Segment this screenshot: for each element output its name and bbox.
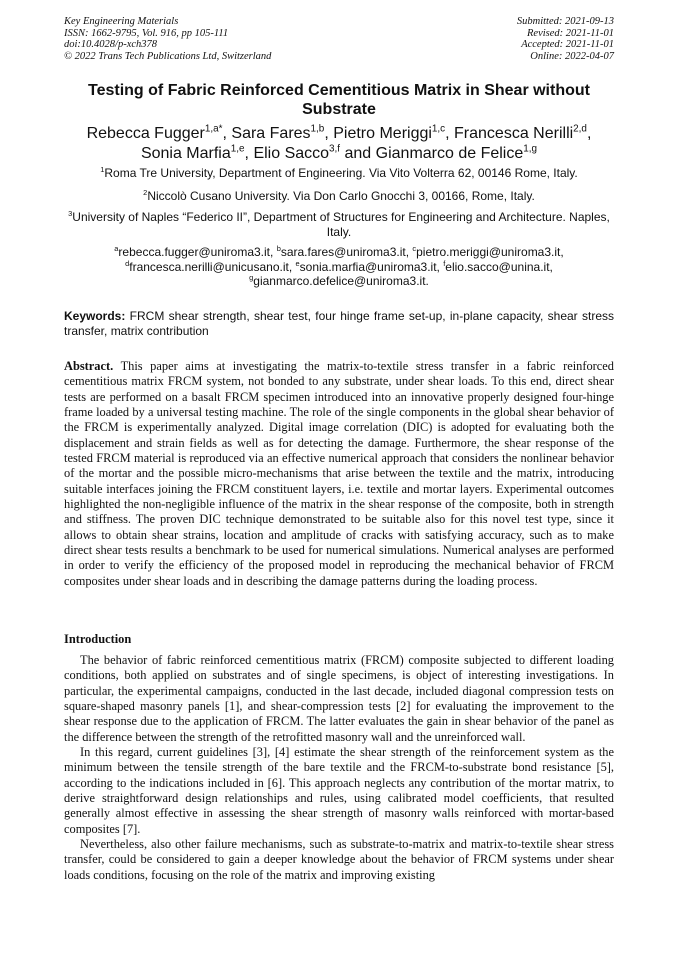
paragraph: Nevertheless, also other failure mechanisms, such as substrate-to-matrix and matrix-to-textile shear stress transfer, could be considered to gain a deeper knowledge about the behavior of FRCM systems under shear loads conditions, focusing on the role of the matrix and improving existing (64, 837, 614, 882)
journal-info (64, 16, 271, 62)
publication-dates (517, 16, 614, 62)
paragraph: The behavior of fabric reinforced cementitious matrix (FRCM) composite subjected to different loading conditions, both applied on substrates and of single specimens, is object of interesting investigations. In particular, the experimental campaigns, conducted in the last decade, included diagonal compression tests on square-shaped masonry panels [1], and shear-compression tests [2] for evaluating the improvement to the shear response due to the application of FRCM. The latter evaluates the gain in shear behavior of the panel as the difference between the strength of the retrofitted masonry wall and the unreinforced wall. (64, 653, 614, 744)
abstract-label: Abstract. (64, 359, 114, 373)
author: Elio Sacco$^{3,f}$ and (253, 143, 376, 162)
affiliation-2: $^2$Niccolò Cusano University. Via Don Carlo Gnocchi 3, 00166, Rome, Italy. (143, 188, 535, 203)
email-link[interactable]: $^f$elio.sacco@unina.it (443, 258, 550, 274)
journal-issn: ISSN: 1662-9795, Vol. 916, pp 105-111 (64, 27, 229, 39)
email-link[interactable]: $^d$francesca.nerilli@unicusano.it (125, 258, 289, 274)
author: Francesca Nerilli$^{2,d}$, (454, 123, 592, 142)
paper-title: Testing of Fabric Reinforced Cementitious Matrix in Shear without Substrate (88, 82, 590, 118)
keywords-text: FRCM shear strength, shear test, four hinge frame set-up, in-plane capacity, shear stress transfer, matrix contribution (64, 309, 614, 338)
introduction-body (64, 653, 614, 883)
abstract (64, 359, 614, 589)
author: Pietro Meriggi$^{1,c}$, (333, 123, 455, 142)
date-revised: Revised: 2021-11-01 (527, 27, 614, 39)
author: Rebecca Fugger$^{1,a*}$, (86, 123, 232, 142)
email-list: $^a$rebecca.fugger@uniroma3.it, $^b$sara.fares@uniroma3.it, $^c$pietro.meriggi@uniroma3.it, $^d$francesca.nerilli@unicusano.it, $^e$sonia.marfia@uniroma3.it, $^f$elio.sacco@unina.it, $^g$gianmarco.defelice@uniroma3.it. (114, 244, 564, 288)
affiliation-3: $^3$University of Naples “Federico II”, Department of Structures for Engineering and Architecture. Naples, Italy. (68, 209, 610, 239)
author: Gianmarco de Felice$^{1,g}$ (375, 143, 538, 162)
author: Sonia Marfia$^{1,e}$, (140, 143, 254, 162)
email-link[interactable]: $^g$gianmarco.defelice@uniroma3.it. (249, 273, 429, 288)
email-link[interactable]: $^a$rebecca.fugger@uniroma3.it (114, 244, 271, 259)
email-link[interactable]: $^b$sara.fares@uniroma3.it (276, 244, 406, 259)
keywords-label: Keywords: (64, 309, 126, 323)
date-accepted: Accepted: 2021-11-01 (521, 39, 614, 51)
date-online: Online: 2022-04-07 (530, 50, 614, 62)
journal-name: Key Engineering Materials (64, 16, 179, 27)
email-link[interactable]: $^c$pietro.meriggi@uniroma3.it (412, 244, 561, 259)
abstract-text: This paper aims at investigating the matrix-to-textile stress transfer in a fabric reinforced cementitious matrix FRCM system, not bonded to any substrate, under shear loads. To this end, direct shear tests are performed on a basalt FRCM specimen introduced into an innovative properly designed four-hinge frame loaded by a universal testing machine. The role of the single components in the global shear behavior of the FRCM is experimentally analyzed. Digital image correlation (DIC) is adopted for evaluating both the displacement and strain fields as well as for detecting the damage. Furthermore, the shear response of the tested FRCM material is reproduced via an effective numerical approach that considers the nonlinear behavior of the mortar and the possible micro-mechanisms that arise between the textile and the matrix, introducing suitable interfaces joining the FRCM constituent layers, i.e. textile and mortar layers. Experimental outcomes highlighted the non-negligible influence of the matrix in the shear response of the composite, both in strength and stiffness. The proven DIC technique demonstrated to be suitable also for this novel test type, since it allows to obtain shear strains, location and amplitude of cracks with satisfying accuracy, such as to make direct shear tests results a benchmark to be used for numerical simulations. Numerical analyses are performed in order to verify the efficiency of the proposed model in reproducing the mechanical behavior of FRCM composites under shear loads and in describing the damage patterns during the loading process. (64, 359, 614, 588)
author: Sara Fares$^{1,b}$, (231, 123, 334, 142)
paragraph: In this regard, current guidelines [3], [4] estimate the shear strength of the reinforcement system as the minimum between the tensile strength of the bare textile and the FRCM-to-substrate bond resistance [5], according to the indications included in [6]. This approach neglects any contribution of the mortar matrix, to derive straightforward design relationships and rules, using calibrated model coefficients, that resulted generally almost effective in assessing the shear strength of masonry walls reinforced with mortar-based composites [7]. (64, 745, 614, 836)
author-list (64, 124, 614, 163)
affiliation-1: $^1$Roma Tre University, Department of Engineering. Via Vito Volterra 62, 00146 Rome, Italy. (100, 165, 578, 180)
journal-doi[interactable]: doi:10.4028/p-xch378 (64, 39, 158, 51)
journal-copyright: © 2022 Trans Tech Publications Ltd, Switzerland (64, 50, 272, 62)
keywords (64, 309, 614, 339)
section-heading-introduction: Introduction (64, 632, 132, 646)
date-submitted: Submitted: 2021-09-13 (516, 16, 614, 27)
email-link[interactable]: $^e$sonia.marfia@uniroma3.it (295, 258, 437, 274)
